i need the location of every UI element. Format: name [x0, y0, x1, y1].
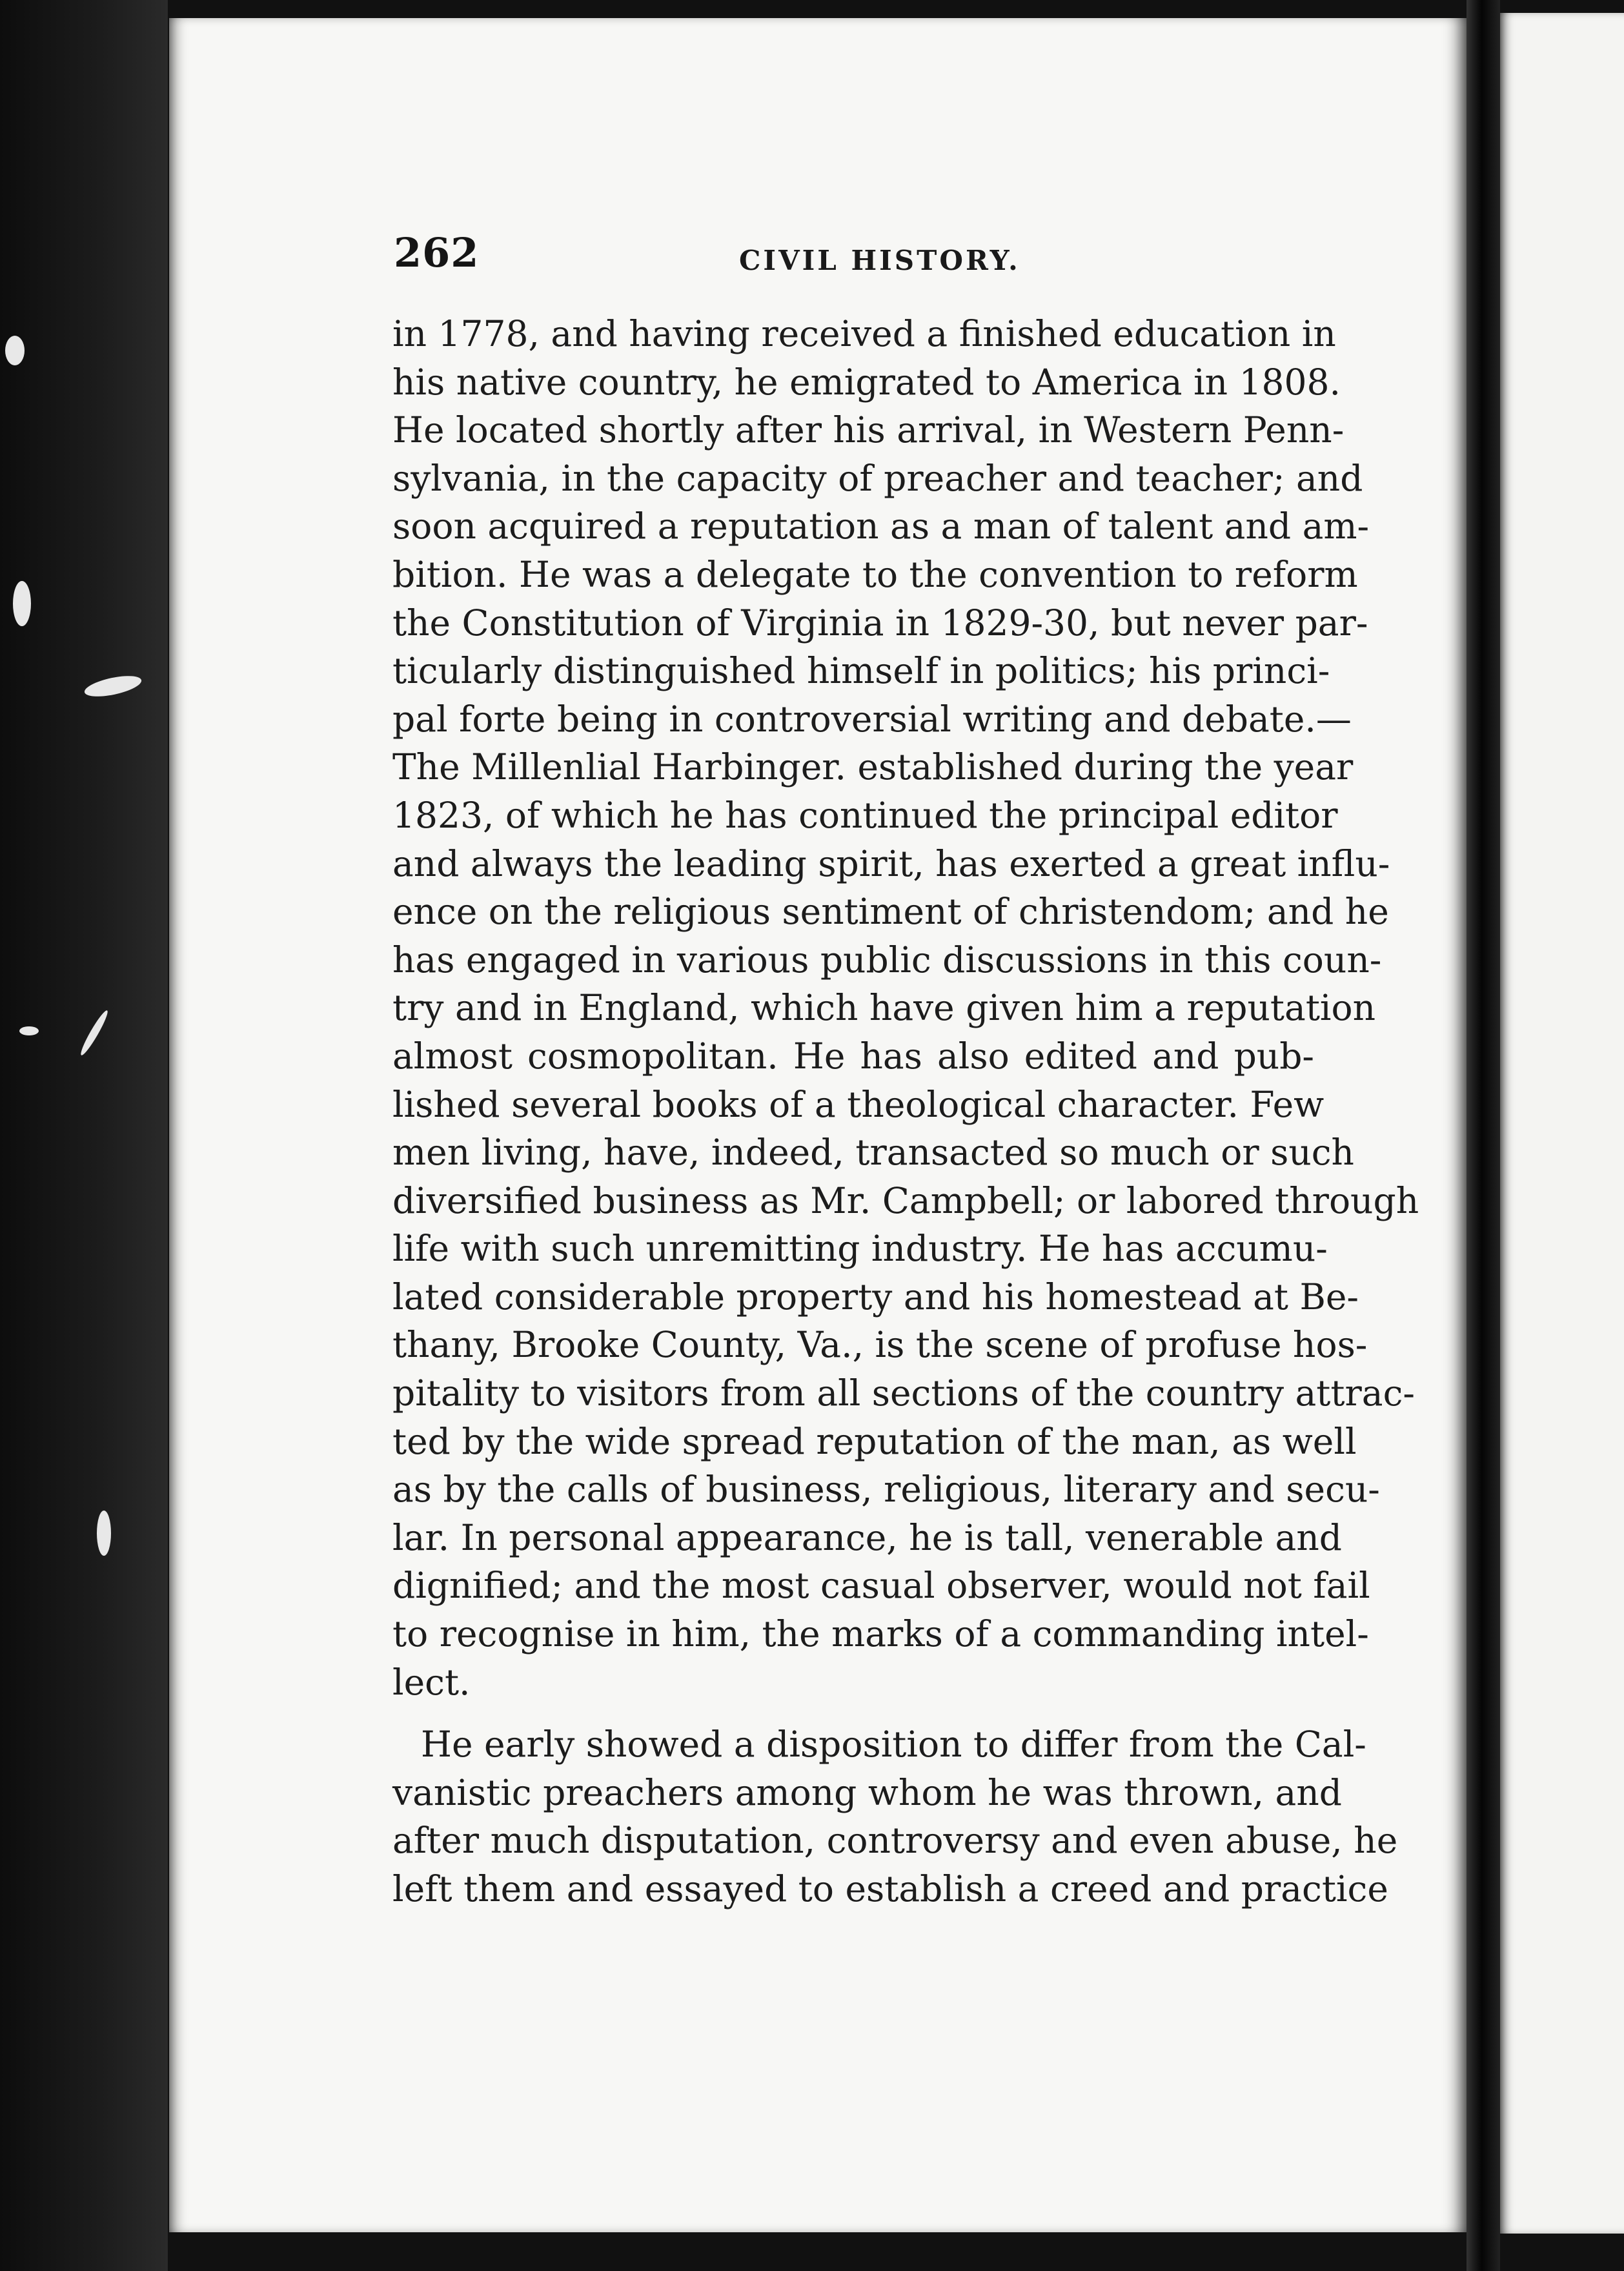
text-line: He early showed a disposition to differ from the Cal-: [421, 1724, 1366, 1766]
text-line: and always the leading spirit, has exerted a great influ-: [392, 842, 1390, 884]
text-line: pal forte being in controversial writing and debate.—: [392, 698, 1352, 740]
text-line: lished several books of a theological character. Few: [392, 1083, 1325, 1125]
text-line: as by the calls of business, religious, literary and secu-: [392, 1469, 1380, 1511]
paragraph-spacer: [392, 1706, 1314, 1720]
text-line: has engaged in various public discussions in this coun-: [392, 939, 1382, 981]
text-line: dignified; and the most casual observer, would not fail: [392, 1565, 1370, 1607]
text-line: ticularly distinguished himself in politics; his princi-: [392, 650, 1330, 692]
text-line: to recognise in him, the marks of a commanding intel-: [392, 1613, 1369, 1655]
text-line: diversified business as Mr. Campbell; or labored through: [392, 1179, 1419, 1221]
scan-speck: [97, 1511, 111, 1556]
text-line: ence on the religious sentiment of christendom; and he: [392, 891, 1389, 933]
scan-speck: [5, 336, 25, 365]
running-head: [394, 229, 1297, 287]
book-gutter: [1467, 0, 1500, 2271]
text-line: almost cosmopolitan. He has also edited and pub-: [392, 1035, 1314, 1077]
scan-speck: [78, 1008, 110, 1057]
text-line: 1823, of which he has continued the principal editor: [392, 794, 1338, 836]
text-line: after much disputation, controversy and even abuse, he: [392, 1820, 1398, 1862]
text-line: try and in England, which have given him a reputation: [392, 987, 1376, 1029]
scan-left-margin: [0, 0, 168, 2271]
text-line: vanistic preachers among whom he was thrown, and: [392, 1771, 1342, 1813]
text-line: in 1778, and having received a finished education in: [392, 313, 1336, 354]
text-line: sylvania, in the capacity of preacher and teacher; and: [392, 457, 1363, 499]
scan-speck: [19, 1026, 39, 1035]
text-line: ted by the wide spread reputation of the man, as well: [392, 1420, 1357, 1462]
text-line: pitality to visitors from all sections of the country attrac-: [392, 1372, 1415, 1414]
facing-page-edge: [1500, 13, 1624, 2234]
text-line: his native country, he emigrated to America in 1808.: [392, 361, 1341, 403]
text-line: thany, Brooke County, Va., is the scene of profuse hos-: [392, 1324, 1368, 1366]
text-line: lar. In personal appearance, he is tall, venerable and: [392, 1516, 1342, 1558]
text-line: left them and essayed to establish a creed and practice: [392, 1868, 1388, 1909]
paragraph-1: [392, 310, 1419, 1706]
scan-speck: [83, 672, 143, 700]
text-line: He located shortly after his arrival, in Western Penn-: [392, 409, 1345, 451]
running-title: CIVIL HISTORY.: [739, 245, 1020, 276]
text-line: bition. He was a delegate to the convention to reform: [392, 553, 1358, 595]
text-line: lect.: [392, 1661, 471, 1703]
scan-speck: [13, 581, 31, 626]
text-line: The Millenlial Harbinger. established during the year: [392, 746, 1354, 788]
text-line: men living, have, indeed, transacted so much or such: [392, 1132, 1354, 1174]
text-line: soon acquired a reputation as a man of talent and am-: [392, 505, 1370, 547]
page-number: 262: [394, 229, 480, 276]
paragraph-2: [392, 1720, 1398, 1913]
text-line: life with such unremitting industry. He has accumu-: [392, 1228, 1328, 1270]
text-line: the Constitution of Virginia in 1829-30, but never par-: [392, 602, 1368, 644]
body-text: [392, 310, 1419, 1913]
text-line: lated considerable property and his homestead at Be-: [392, 1276, 1359, 1318]
